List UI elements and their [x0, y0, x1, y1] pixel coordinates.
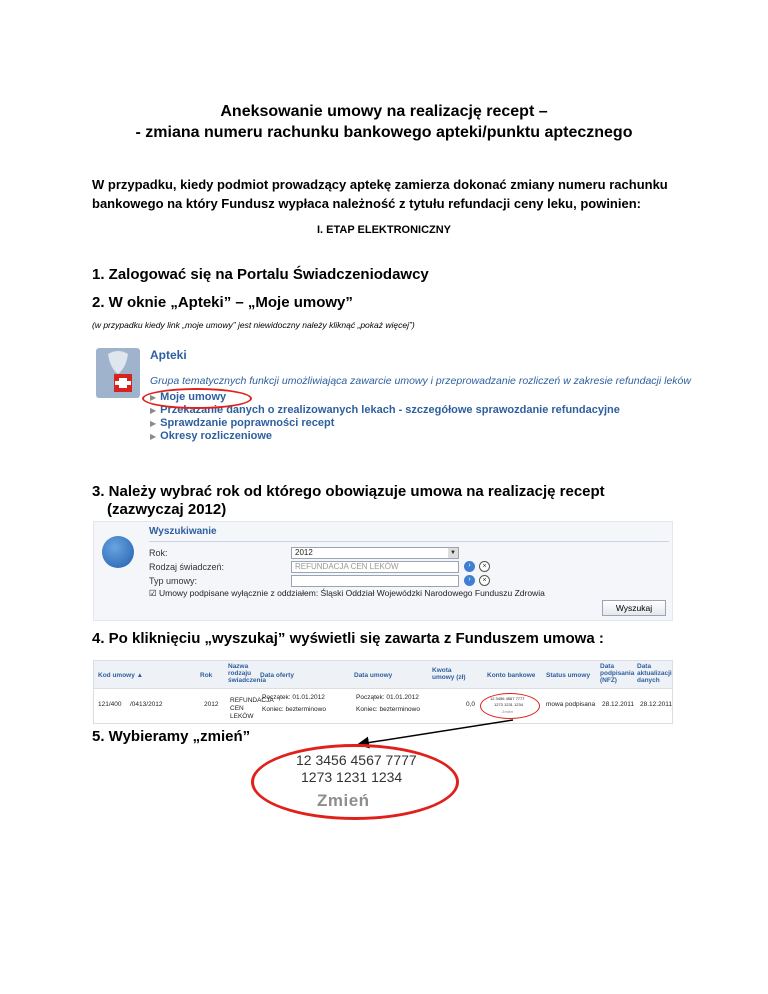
divider: [149, 541, 669, 542]
link-moje-umowy[interactable]: ▶ Moje umowy: [150, 391, 227, 403]
arrow-right-icon: ▶: [150, 406, 157, 415]
zmien-link[interactable]: Zmień: [317, 791, 370, 810]
step-3-line1: 3. Należy wybrać rok od którego obowiązuje umowa na realizację recept: [92, 483, 605, 500]
arrow-right-icon: ▶: [150, 393, 157, 402]
arrow-right-icon: ▶: [150, 432, 157, 441]
pharmacy-icon: [94, 344, 142, 402]
pick-icon[interactable]: ›: [464, 575, 475, 586]
step-4: 4. Po kliknięciu „wyszukaj” wyświetli się zawarta z Funduszem umowa :: [92, 630, 604, 647]
highlight-oval: [142, 388, 252, 409]
apteki-description: Grupa tematycznych funkcji umożliwiająca zawarcie umowy i przeprowadzanie rozliczeń w zakresie refundacji leków: [150, 375, 691, 387]
account-number-line1: 12 3456 4567 7777: [296, 752, 417, 768]
typ-field[interactable]: [291, 575, 459, 587]
stage-heading: I. ETAP ELEKTRONICZNY: [316, 224, 452, 236]
rok-select[interactable]: 2012 ▼: [291, 547, 459, 559]
zmien-link-small[interactable]: Zmień: [502, 709, 514, 714]
col-rok[interactable]: Rok: [200, 672, 213, 679]
edit-icon: [102, 536, 134, 568]
page-title-line2: - zmiana numeru rachunku bankowego apteki/punktu aptecznego: [135, 124, 633, 141]
clear-icon[interactable]: ×: [479, 575, 490, 586]
clear-icon[interactable]: ×: [479, 561, 490, 572]
arrow-right-icon: ▶: [150, 419, 157, 428]
search-panel: [93, 521, 673, 621]
table-header: [94, 661, 672, 689]
step-5: 5. Wybieramy „zmień”: [92, 728, 251, 745]
results-table: Kod umowy ▲ Rok Nazwa rodzaju świadczenia Data oferty Data umowy Kwota umowy (zł) Konto bankowe Status umowy Data podpisania (NFZ) Data aktualizacji danych 121/400 /0413/2012 2012 REFUNDACJA CEN LEKÓW Początek: 01.01.2012 Koniec: bezterminowo Początek: 01.01.2012 Koniec: bezterminowo 0,0 12 3456 4567 7777 1273 1231 1234 Zmień mowa podpisana 28.12.2011 28.12.2011: [93, 660, 673, 724]
col-data-oferty[interactable]: Data oferty: [260, 672, 294, 679]
col-data-umowy[interactable]: Data umowy: [354, 672, 393, 679]
rodzaj-label: Rodzaj świadczeń:: [149, 562, 225, 572]
apteki-panel: [94, 344, 691, 442]
rok-label: Rok:: [149, 548, 168, 558]
step-3-line2: (zazwyczaj 2012): [107, 501, 227, 518]
apteki-title: Apteki: [150, 348, 187, 362]
typ-label: Typ umowy:: [149, 576, 198, 586]
col-kod[interactable]: Kod umowy ▲: [98, 672, 144, 679]
intro-paragraph: W przypadku, kiedy podmiot prowadzący aptekę zamierza dokonać zmiany numeru rachunku bankowego na który Fundusz wypłaca należność z tytułu refundacji ceny leku, powinien:: [92, 177, 668, 211]
chevron-down-icon: ▼: [448, 548, 458, 558]
rodzaj-field[interactable]: REFUNDACJA CEN LEKÓW: [291, 561, 459, 573]
step-1: 1. Zalogować się na Portalu Świadczeniodawcy: [92, 266, 429, 283]
step-2-note: (w przypadku kiedy link „moje umowy” jest niewidoczny należy kliknąć „pokaż więcej”): [92, 320, 415, 330]
account-number-line2: 1273 1231 1234: [301, 769, 403, 785]
pick-icon[interactable]: ›: [464, 561, 475, 572]
col-data-aktualizacji[interactable]: Data aktualizacji danych: [637, 663, 672, 684]
col-nazwa[interactable]: Nazwa rodzaju świadczenia: [228, 663, 266, 684]
search-title: Wyszukiwanie: [149, 526, 217, 537]
page-title-line1: Aneksowanie umowy na realizację recept –: [220, 103, 548, 120]
col-konto[interactable]: Konto bankowe: [487, 672, 536, 679]
col-status[interactable]: Status umowy: [546, 672, 591, 679]
step-2: 2. W oknie „Apteki” – „Moje umowy”: [92, 294, 353, 311]
link-sprawdzanie-recept[interactable]: ▶ Sprawdzanie poprawności recept: [150, 417, 335, 429]
link-okresy-rozliczeniowe[interactable]: ▶ Okresy rozliczeniowe: [150, 430, 273, 442]
wyszukaj-button[interactable]: Wyszukaj: [602, 600, 666, 616]
oddzial-checkbox[interactable]: ☑ Umowy podpisane wyłącznie z oddziałem: Śląski Oddział Wojewódzki Narodowego Funduszu Zdrowia: [149, 588, 545, 598]
col-data-podpisania[interactable]: Data podpisania (NFZ): [600, 663, 635, 684]
highlight-oval: [480, 693, 540, 719]
col-kwota[interactable]: Kwota umowy (zł): [432, 667, 466, 681]
link-przekazanie-danych[interactable]: ▶ Przekazanie danych o zrealizowanych lekach - szczegółowe sprawozdanie refundacyjne: [150, 404, 620, 416]
